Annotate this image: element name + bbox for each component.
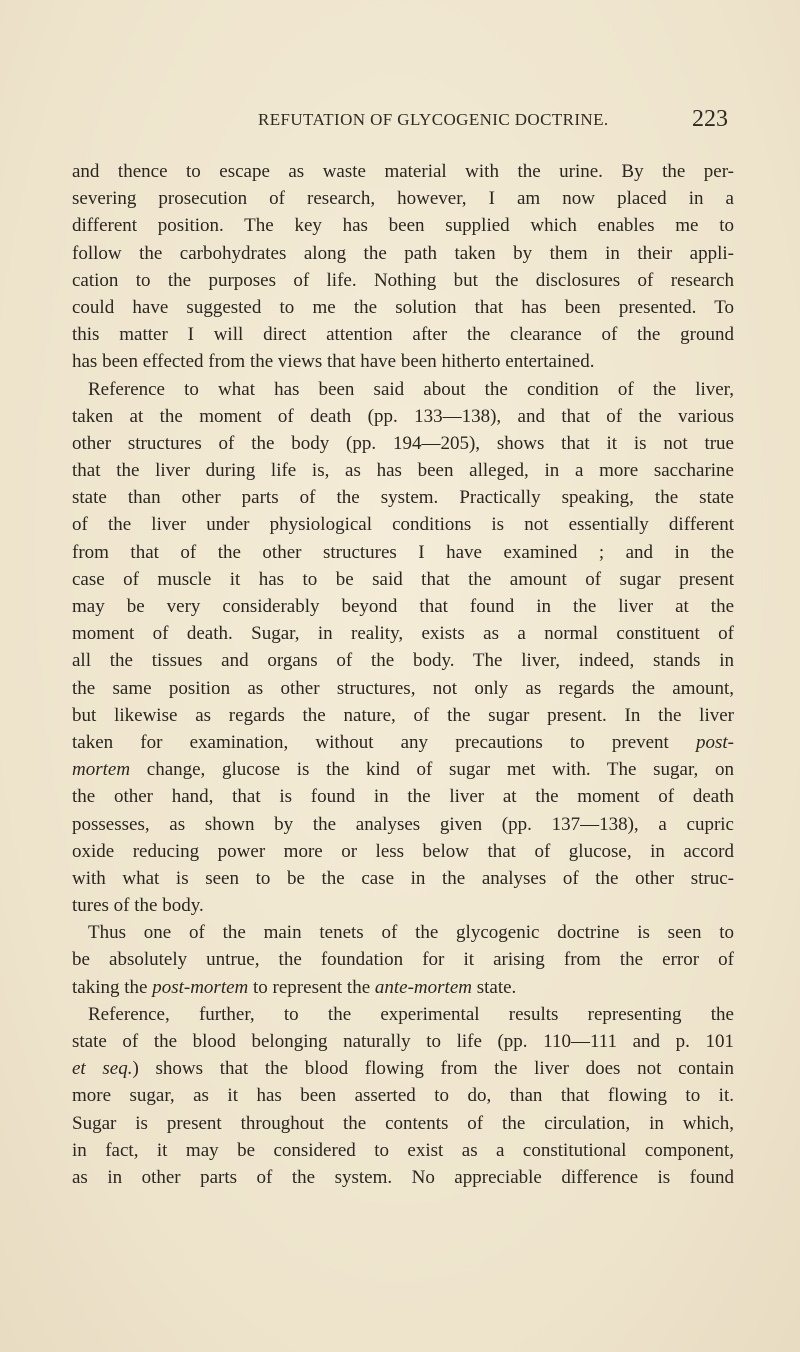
text-line <box>72 593 734 620</box>
text-run: be absolutely untrue, the foundation for it arising from the error of <box>72 949 734 971</box>
text-line <box>72 484 734 511</box>
italic-text: post- <box>696 731 734 753</box>
text-line <box>72 1164 734 1191</box>
text-run: Reference, further, to the experimental results representing the <box>88 1003 734 1025</box>
text-line <box>72 294 734 321</box>
text-run: has been effected from the views that have been hitherto entertained. <box>72 351 595 373</box>
text-run: Thus one of the main tenets of the glycogenic doctrine is seen to <box>88 922 734 944</box>
text-run: taking the <box>72 976 153 998</box>
text-run: taken at the moment of death (pp. 133—138), and that of the various <box>72 405 734 427</box>
text-line <box>72 321 734 348</box>
text-line <box>72 1028 734 1055</box>
text-run: state. <box>471 976 517 998</box>
italic-text: post-mortem <box>152 976 249 998</box>
text-run: could have suggested to me the solution that has been presented. To <box>72 296 734 318</box>
text-run: that the liver during life is, as has been alleged, in a more saccharine <box>72 460 734 482</box>
text-run: moment of death. Sugar, in reality, exists as a normal constituent of <box>72 623 734 645</box>
text-line <box>72 702 734 729</box>
text-line <box>72 403 734 430</box>
text-line <box>72 539 734 566</box>
text-line <box>72 865 734 892</box>
text-line <box>72 1001 734 1028</box>
text-line <box>72 1110 734 1137</box>
text-line <box>72 348 734 375</box>
text-line <box>72 838 734 865</box>
text-run: ) shows that the blood flowing from the liver does not contain <box>132 1058 734 1080</box>
text-run: may be very considerably beyond that found in the liver at the <box>72 596 734 617</box>
text-run: different position. The key has been supplied which enables me to <box>72 215 734 237</box>
text-line <box>72 729 734 756</box>
text-run: in fact, it may be considered to exist as a constitutional component, <box>72 1139 734 1161</box>
text-line <box>72 756 734 783</box>
text-run: and thence to escape as waste material with the urine. By the per- <box>72 161 734 182</box>
text-line <box>72 566 734 593</box>
text-line <box>72 974 734 1001</box>
text-line <box>72 1082 734 1109</box>
text-run: Reference to what has been said about the condition of the liver, <box>88 378 734 400</box>
text-line <box>72 511 734 538</box>
text-line <box>72 240 734 267</box>
text-run: severing prosecution of research, however, I am now placed in a <box>72 188 734 210</box>
text-line <box>72 430 734 457</box>
text-line <box>72 212 734 239</box>
text-run: as in other parts of the system. No appreciable difference is found <box>72 1166 734 1188</box>
text-run: case of muscle it has to be said that the amount of sugar present <box>72 568 734 590</box>
text-line <box>72 620 734 647</box>
text-line <box>72 1137 734 1164</box>
text-line <box>72 675 734 702</box>
page-number: 223 <box>692 106 728 132</box>
text-run: to represent the <box>248 976 375 998</box>
body-text <box>72 158 734 1191</box>
text-run: the same position as other structures, not only as regards the amount, <box>72 677 734 699</box>
italic-text: mortem <box>72 759 131 781</box>
page-header <box>258 106 728 136</box>
text-run: the other hand, that is found in the liver at the moment of death <box>72 786 734 808</box>
text-run: state than other parts of the system. Practically speaking, the state <box>72 487 734 509</box>
text-run: of the liver under physiological conditions is not essentially different <box>72 514 734 536</box>
italic-text: et seq. <box>72 1058 133 1080</box>
text-line <box>72 158 734 185</box>
text-run: change, glucose is the kind of sugar met with. The sugar, on <box>130 759 734 781</box>
text-line <box>72 647 734 674</box>
text-run: other structures of the body (pp. 194—205), shows that it is not true <box>72 432 734 454</box>
text-run: taken for examination, without any precautions to prevent <box>72 731 696 753</box>
text-line <box>72 185 734 212</box>
text-line <box>72 892 734 919</box>
text-line <box>72 783 734 810</box>
text-run: oxide reducing power more or less below that of glucose, in accord <box>72 840 734 862</box>
text-run: more sugar, as it has been asserted to do, than that flowing to it. <box>72 1085 734 1107</box>
text-run: Sugar is present throughout the contents of the circulation, in which, <box>72 1112 734 1134</box>
text-run: possesses, as shown by the analyses given (pp. 137—138), a cupric <box>72 813 734 835</box>
text-run: follow the carbohydrates along the path taken by them in their appli- <box>72 242 734 264</box>
text-line <box>72 267 734 294</box>
text-line <box>72 919 734 946</box>
text-run: cation to the purposes of life. Nothing but the disclosures of research <box>72 269 734 291</box>
italic-text: ante-mortem <box>374 976 472 998</box>
running-title: REFUTATION OF GLYCOGENIC DOCTRINE. <box>258 110 609 129</box>
text-run: this matter I will direct attention after the clearance of the ground <box>72 324 734 346</box>
text-line <box>72 811 734 838</box>
text-run: state of the blood belonging naturally to life (pp. 110—111 and p. 101 <box>72 1031 734 1052</box>
text-line <box>72 1055 734 1082</box>
text-run: with what is seen to be the case in the analyses of the other struc- <box>72 867 734 889</box>
text-run: from that of the other structures I have examined ; and in the <box>72 541 734 563</box>
text-line <box>72 946 734 973</box>
text-run: but likewise as regards the nature, of the sugar present. In the liver <box>72 704 734 726</box>
text-line <box>72 376 734 403</box>
text-line <box>72 457 734 484</box>
text-run: all the tissues and organs of the body. The liver, indeed, stands in <box>72 650 734 672</box>
text-run: tures of the body. <box>72 895 204 917</box>
